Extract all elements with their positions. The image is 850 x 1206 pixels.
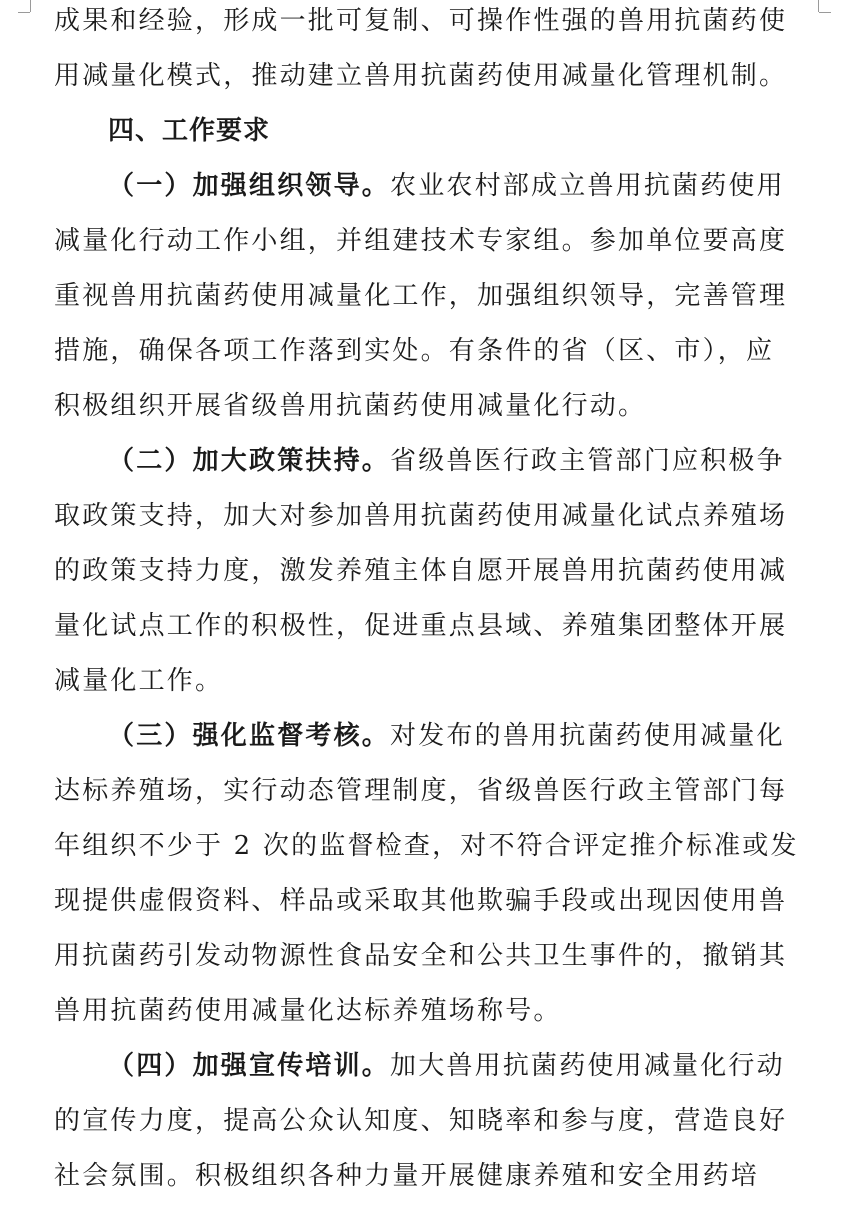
body-text-line: 的宣传力度，提高公众认知度、知晓率和参与度，营造良好 [54,1106,788,1136]
section-heading: 四、工作要求 [108,116,271,146]
subsection-title-1: （一）加强组织领导。 [108,171,391,201]
body-text-line: 的政策支持力度，激发养殖主体自愿开展兽用抗菌药使用减 [54,556,788,586]
body-text-line: 年组织不少于 2 次的监督检查，对不符合评定推介标准或发 [54,831,799,861]
page-corner-mark-right-h [819,12,831,13]
page-corner-mark-left [30,0,31,12]
body-text-line: 社会氛围。积极组织各种力量开展健康养殖和安全用药培 [54,1161,760,1191]
body-text-line: 现提供虚假资料、样品或采取其他欺骗手段或出现因使用兽 [54,886,788,916]
body-text-line: 取政策支持，加大对参加兽用抗菌药使用减量化试点养殖场 [54,501,788,531]
paragraph-2-first-line [108,441,786,481]
paragraph-text: 农业农村部成立兽用抗菌药使用 [390,171,785,201]
paragraph-3-first-line [108,716,786,756]
body-text-line: 减量化工作。 [54,666,224,696]
page-corner-mark-right [818,0,819,12]
body-text-line: 兽用抗菌药使用减量化达标养殖场称号。 [54,996,562,1026]
body-text-line: 用减量化模式，推动建立兽用抗菌药使用减量化管理机制。 [54,61,788,91]
paragraph-text: 加大兽用抗菌药使用减量化行动 [390,1051,785,1081]
paragraph-1-first-line [108,166,786,206]
subsection-title-4: （四）加强宣传培训。 [108,1051,391,1081]
body-text-line: 达标养殖场，实行动态管理制度，省级兽医行政主管部门每 [54,776,788,806]
page-corner-mark-left-h [18,12,30,13]
body-text-line: 减量化行动工作小组，并组建技术专家组。参加单位要高度 [54,226,788,256]
body-text-line: 量化试点工作的积极性，促进重点县域、养殖集团整体开展 [54,611,788,641]
body-text-line: 重视兽用抗菌药使用减量化工作，加强组织领导，完善管理 [54,281,788,311]
body-text-line: 措施，确保各项工作落到实处。有条件的省（区、市），应 [54,336,775,366]
paragraph-4-first-line [108,1046,786,1086]
paragraph-text: 省级兽医行政主管部门应积极争 [390,446,785,476]
body-text-line: 用抗菌药引发动物源性食品安全和公共卫生事件的，撤销其 [54,941,788,971]
subsection-title-2: （二）加大政策扶持。 [108,446,391,476]
body-text-line: 积极组织开展省级兽用抗菌药使用减量化行动。 [54,391,647,421]
paragraph-text: 对发布的兽用抗菌药使用减量化 [390,721,785,751]
body-text-line: 成果和经验，形成一批可复制、可操作性强的兽用抗菌药使 [54,6,788,36]
subsection-title-3: （三）强化监督考核。 [108,721,391,751]
